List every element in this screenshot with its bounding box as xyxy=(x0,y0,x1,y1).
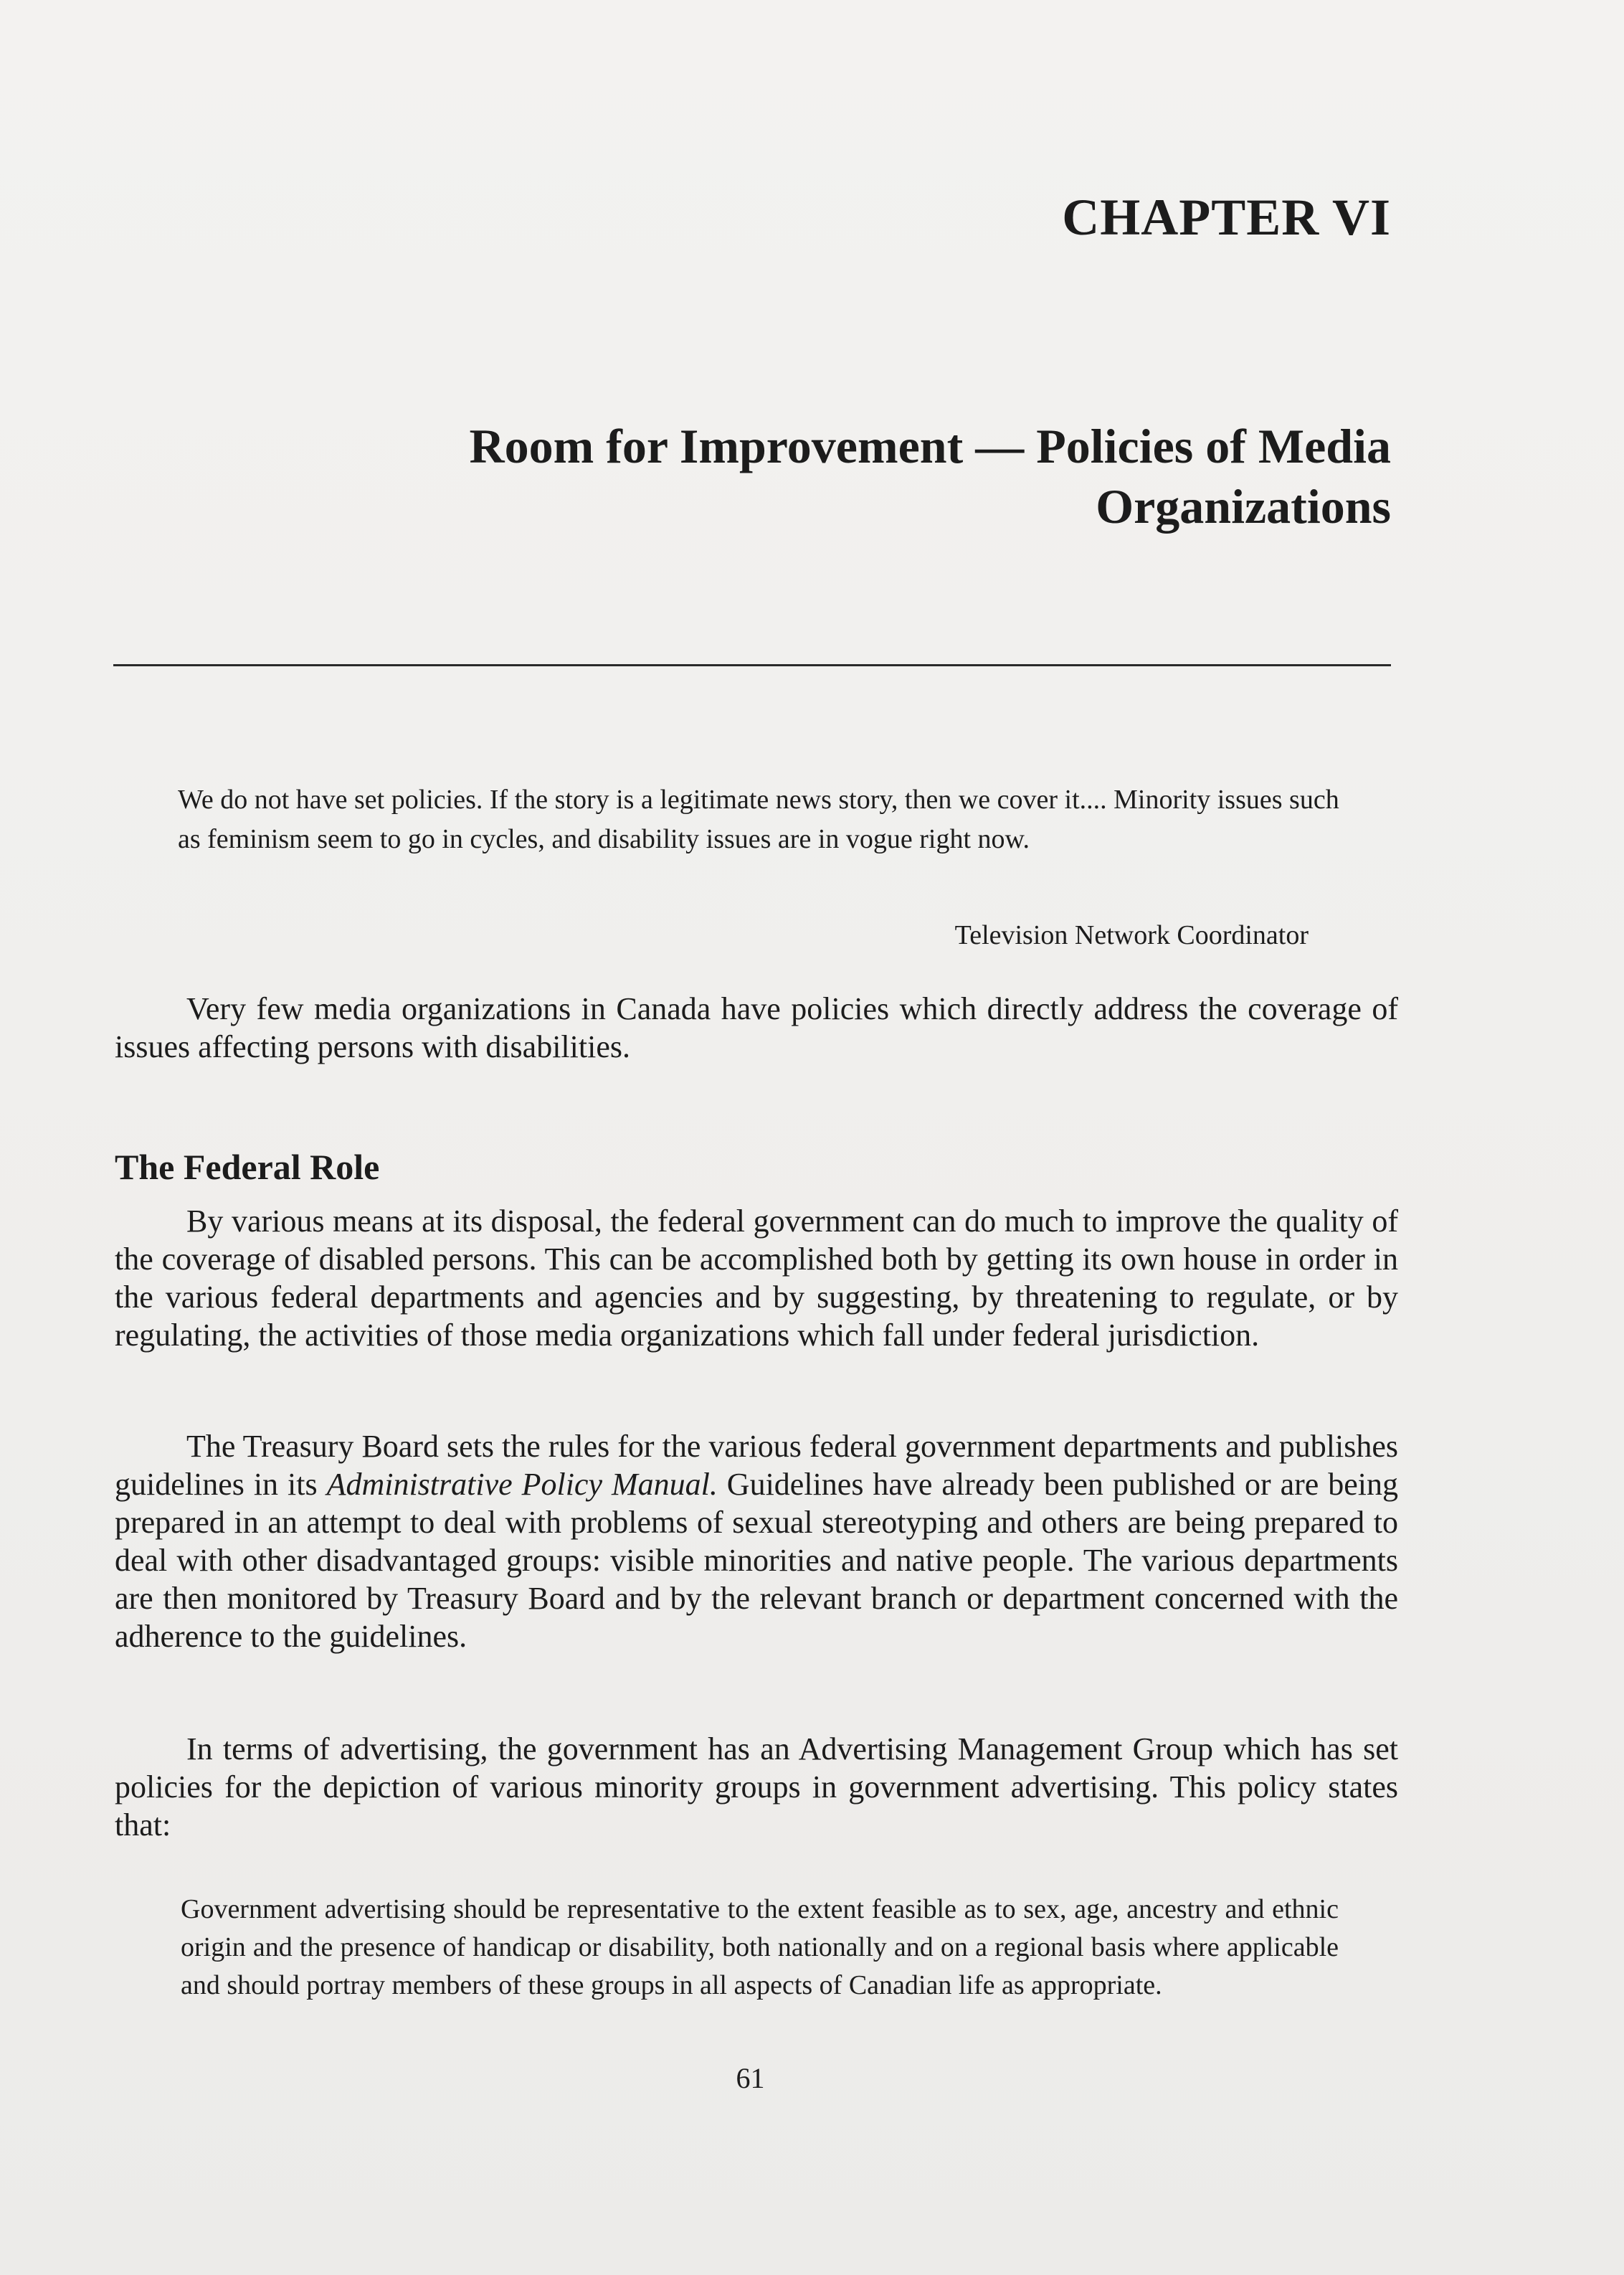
chapter-title: Room for Improvement — Policies of Media Organizations xyxy=(469,419,1391,534)
federal-role-paragraph-1: By various means at its disposal, the federal government can do much to improve the quality of the coverage of disabled persons. This can be accomplished both by getting its own house in order in the various federal departments and agencies and by suggesting, by threatening to regulate, or by regulating, the activities of those media organizations which fall under federal jurisdiction. xyxy=(115,1203,1398,1353)
section-heading-federal-role: The Federal Role xyxy=(115,1147,380,1187)
page-number: 61 xyxy=(736,2062,765,2094)
paragraph-2-text-start: The Treasury Board sets the rules for the various federal government departments and publishes guidelines in its xyxy=(115,1429,1398,1502)
policy-quote: Government advertising should be representative to the extent feasible as to sex, age, ancestry and ethnic origin and the presence of handicap or disability, both nationally and on a regional basis where applicable and should portray members of these groups in all aspects of Canadian life as appropriate. xyxy=(181,1894,1339,2000)
epigraph-quote: We do not have set policies. If the story is a legitimate news story, then we cover it.... Minority issues such as feminism seem to go in cycles, and disability issues are in vogue right now. xyxy=(178,785,1339,854)
intro-paragraph: Very few media organizations in Canada have policies which directly address the coverage of issues affecting persons with disabilities. xyxy=(115,991,1398,1064)
federal-role-paragraph-3: In terms of advertising, the government has an Advertising Management Group which has set policies for the depiction of various minority groups in government advertising. This policy states that: xyxy=(115,1731,1398,1843)
policy-manual-title: Administrative Policy Manual. xyxy=(326,1467,718,1502)
title-divider xyxy=(113,664,1391,666)
chapter-label: CHAPTER VI xyxy=(1062,189,1391,246)
paragraph-2-text-end: Guidelines have already been published or are being prepared in an attempt to deal with problems of sexual stereotyping and others are being prepared to deal with other disadvantaged groups: visible minorities and native people. The various departments are then monitored by Treasury Board and by the relevant branch or department concerned with the adherence to the guidelines. xyxy=(115,1467,1399,1654)
epigraph-attribution: Television Network Coordinator xyxy=(954,920,1309,950)
federal-role-paragraph-2 xyxy=(115,1427,1398,1655)
